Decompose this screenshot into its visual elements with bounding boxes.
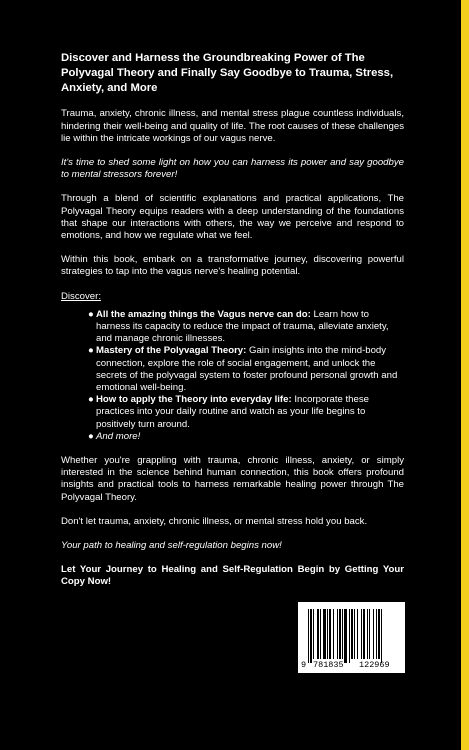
barcode-bar [361, 609, 362, 659]
barcode-bar [344, 609, 347, 663]
back-cover-text [61, 51, 404, 601]
bullet-more: And more! [96, 430, 141, 442]
list-item [88, 308, 404, 346]
barcode-right-group: 122969 [359, 660, 390, 670]
whether-paragraph: Whether you're grappling with trauma, chronic illness, anxiety, or simply interested in the science behind human connection, this book offers profound insights and practical tools to harness remarkable healing power through The Polyvagal Theory. [61, 455, 404, 503]
bullet-icon: ● [88, 308, 94, 320]
within-paragraph: Within this book, embark on a transformative journey, discovering powerful strategies to tap into the vagus nerve's healing potential. [61, 254, 404, 278]
bullet-text: Gain insights into the mind-body connection, explore the role of social engagement, and unlock the secrets of the polyvagal system to foster profound personal growth and emotional well-being. [96, 345, 398, 394]
barcode-bar [320, 609, 321, 659]
discover-label: Discover: [61, 290, 101, 302]
barcode-bar [327, 609, 328, 659]
barcode-bar [351, 609, 353, 659]
barcode-bar [317, 609, 319, 659]
discover-list [61, 309, 404, 443]
barcode-digits [298, 660, 405, 672]
headline: Discover and Harness the Groundbreaking Power of The Polyvagal Theory and Finally Say Goodbye to Trauma, Stress, Anxiety, and More [61, 52, 394, 94]
barcode-first-digit: 9 [301, 660, 307, 670]
italic-statement: It's time to shed some light on how you can harness its power and say goodbye to mental stressors forever! [61, 157, 404, 181]
barcode-bar [329, 609, 331, 659]
barcode-bar [308, 609, 309, 663]
bullet-text: Incorporate these practices into your daily routine and watch as your life begins to positively turn around. [96, 394, 369, 430]
isbn-barcode [298, 602, 405, 673]
barcode-bar [369, 609, 370, 659]
bullet-icon: ● [88, 394, 94, 406]
blend-paragraph: Through a blend of scientific explanations and practical applications, The Polyvagal Theory equips readers with a deep understanding of the foundations that shape our interactions with others, the way we perceive and respond to emotions, and how we regulate what we feel. [61, 193, 404, 242]
bullet-icon: ● [88, 345, 94, 357]
barcode-bar [354, 609, 355, 659]
barcode-bar [333, 609, 334, 659]
call-to-action: Let Your Journey to Healing and Self-Regulation Begin by Getting Your Copy Now! [61, 564, 404, 588]
bullet-title: All the amazing things the Vagus nerve can do: [96, 308, 311, 320]
bullet-title: Mastery of the Polyvagal Theory: [96, 345, 247, 357]
barcode-bar [313, 609, 314, 659]
barcode-left-group: 781835 [313, 660, 344, 670]
barcode-bar [381, 609, 382, 663]
bullet-text: Learn how to harness its capacity to reduce the impact of trauma, alleviate anxiety, and manage chronic illnesses. [96, 308, 389, 345]
barcode-bar [310, 609, 312, 663]
barcode-bar [342, 609, 343, 659]
italic-path: Your path to healing and self-regulation begins now! [61, 540, 282, 552]
barcode-bar [337, 609, 338, 659]
barcode-bar [376, 609, 377, 659]
barcode-bar [323, 609, 326, 659]
barcode-bar [339, 609, 341, 659]
intro-paragraph: Trauma, anxiety, chronic illness, and mental stress plague countless individuals, hindering their well-being and quality of life. The root causes of these challenges lie within the intricate workings of our vagus nerve. [61, 108, 404, 144]
list-item [88, 394, 404, 431]
list-item [88, 430, 404, 443]
list-item [88, 345, 404, 394]
spine-edge [461, 0, 469, 750]
barcode-bar [357, 609, 358, 659]
bullet-title: How to apply the Theory into everyday life: [96, 394, 292, 406]
barcode-bar [373, 609, 374, 659]
barcode-bar [367, 609, 368, 659]
dont-paragraph: Don't let trauma, anxiety, chronic illness, or mental stress hold you back. [61, 515, 368, 527]
bullet-icon: ● [88, 430, 94, 442]
barcode-bar [363, 609, 365, 659]
barcode-bar [378, 609, 380, 659]
barcode-bar [349, 609, 350, 663]
